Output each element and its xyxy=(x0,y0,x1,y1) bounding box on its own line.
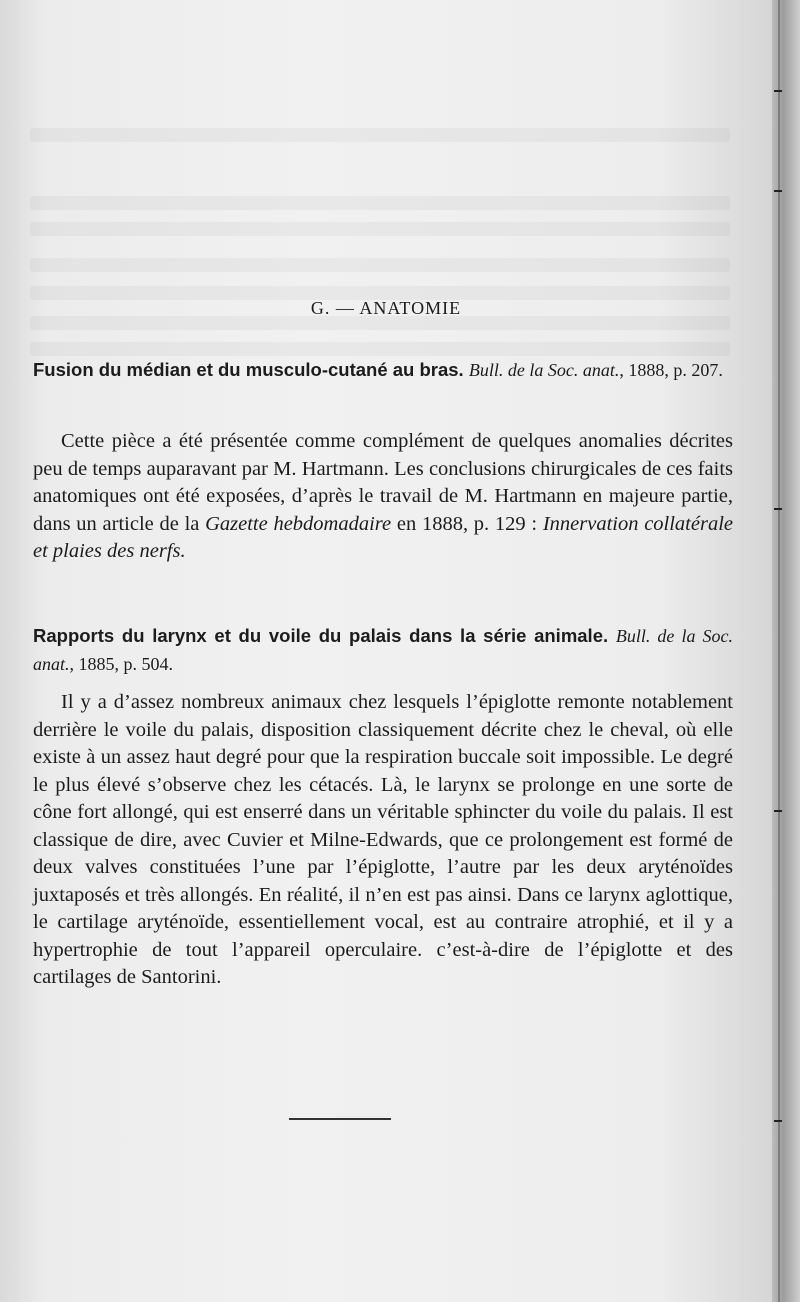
section-end-rule xyxy=(289,1118,391,1120)
reference-detail: , 1885, p. 504. xyxy=(69,654,174,674)
journal-name: Bull. de la Soc. anat. xyxy=(468,360,620,380)
entry-paragraph: Il y a d’assez nombreux animaux chez lesquels l’épiglotte remonte notablement derrière le voile du palais, disposition classiquement décrite chez le cheval, où elle existe à un assez haut degré pour que la respiration buccale soit impossible. Le degré le plus élevé s’observe chez les cétacés. Là, le larynx se prolonge en une sorte de cône fort allongé, qui est enserré dans un véritable sphincter du voile du palais. Il est classique de dire, avec Cuvier et Milne-Edwards, que ce prolongement est formé de deux valves constituées l’une par l’épiglotte, l’autre par les deux aryténoïdes juxtaposés et très allongés. En réalité, il n’en est pas ainsi. Dans ce larynx aglottique, le cartilage aryténoïde, essentiellement vocal, est au contraire atrophié, et il y a hypertrophie de tout l’appareil operculaire. c’est-à-dire de l’épiglotte et des cartilages de Santorini. xyxy=(33,691,733,988)
section-heading: G. — ANATOMIE xyxy=(310,298,462,318)
paragraph-text: en 1888, p. 129 : xyxy=(391,512,543,535)
edge-mark xyxy=(774,1120,782,1122)
reference-detail: , 1888, p. 207. xyxy=(619,360,723,380)
page-edge-line xyxy=(778,0,780,1302)
edge-mark xyxy=(774,810,782,812)
edge-mark xyxy=(774,508,782,510)
bleed-through xyxy=(30,128,730,142)
journal-name: Bull. de la Soc. anat. xyxy=(33,626,734,674)
page-gutter xyxy=(772,0,800,1302)
entry-title-text: Rapports du larynx et du voile du palais dans la série animale. xyxy=(33,625,609,646)
bleed-through xyxy=(30,222,730,236)
article-title: Innervation collatérale et plaies des nerfs. xyxy=(33,512,733,562)
paragraph-text: Cette pièce a été présentée comme complément de quelques anomalies décrites peu de temps auparavant par M. Hartmann. Les conclusions chirurgicales de ces faits anatomiques ont été exposées, d’après le travail de M. Hartmann en majeure partie, dans un article de la xyxy=(33,430,733,535)
entry-title xyxy=(33,622,733,678)
bleed-through xyxy=(30,342,730,356)
entry-title xyxy=(33,356,733,384)
entry-paragraph xyxy=(33,428,733,566)
entry-title-text: Fusion du médian et du musculo-cutané au bras. xyxy=(33,359,464,380)
journal-name: Gazette hebdomadaire xyxy=(205,512,392,535)
edge-mark xyxy=(774,90,782,92)
edge-mark xyxy=(774,190,782,192)
bleed-through xyxy=(30,196,730,210)
bleed-through xyxy=(30,258,730,272)
